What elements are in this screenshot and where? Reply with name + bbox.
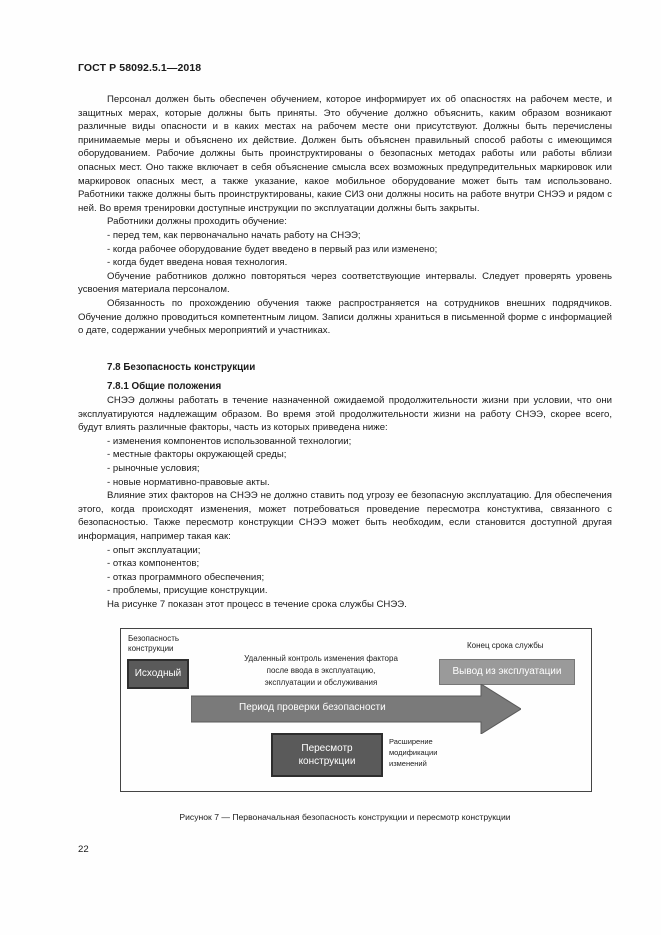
review-line: Пересмотр <box>301 743 353 754</box>
design-review-box <box>271 733 383 777</box>
ext-line: Расширение <box>389 737 433 746</box>
paragraph: Обучение работников должно повторяться через соответствующие интервалы. Следует проверять уровень усвоения материала персоналом. <box>78 270 612 296</box>
paragraph: Обязанность по прохождению обучения также распространяется на сотрудников внешних подрядчиков. Обучение должно проводиться компетентным лицом. Записи должны храниться в письменной форме с информацией о дате, содержании учебных мероприятий и участниках. <box>78 297 612 337</box>
list-item: - новые нормативно-правовые акты. <box>107 476 270 488</box>
safety-label <box>128 634 179 654</box>
decommission-box: Вывод из эксплуатации <box>439 659 575 685</box>
list-item: - опыт эксплуатации; <box>107 544 201 556</box>
section-heading: 7.8 Безопасность конструкции <box>107 362 256 373</box>
list-item: - местные факторы окружающей среды; <box>107 449 287 461</box>
paragraph: СНЭЭ должны работать в течение назначенной ожидаемой продолжительности жизни при условии, что они эксплуатируются надлежащим образом. Во время этой продолжительности жизни на работу СНЭЭ, скорее всего, будут влиять различные факторы, часть из которых приведена ниже: <box>78 395 612 434</box>
figure-7-diagram <box>120 628 592 792</box>
end-of-life-label: Конец срока службы <box>467 641 544 650</box>
list-item: - перед тем, как первоначально начать работу на СНЭЭ; <box>107 229 361 241</box>
list-item: - рыночные условия; <box>107 462 200 474</box>
paragraph: Работники должны проходить обучение: <box>107 216 287 228</box>
training-section <box>78 93 612 338</box>
period-label: Период проверки безопасности <box>239 702 386 713</box>
paragraph: Персонал должен быть обеспечен обучением, которое информирует их об опасностях на рабочем месте, и защитных мерах, которые должны быть приняты. Это обучение должно объяснить, каким образом возникают различные виды опасности и в каких местах на рабочем месте они присутствуют. Должны быть перечислены принимаемые меры и объяснено их действие. Должен быть объяснен правильный способ работы с имеющимся оборудованием. Рабочие должны быть проинструктированы о безопасных методах работы или работы вблизи опасных мест. Оно также включает в себя объяснение смысла всех возможных предупредительных маркировок или маркировок опасных мест, а также указание, какое мобильное оборудование может быть там использовано. Работники также должны быть проинструктированы, какие СИЗ они должны носить на работе внутри СНЭЭ и рядом с ней. Во время тренировки доступные инструкции по эксплуатации должны быть закрыты. <box>78 94 612 214</box>
ext-line: модификации <box>389 748 438 757</box>
note-line: эксплуатации и обслуживания <box>264 678 378 687</box>
review-line: конструкции <box>298 756 356 767</box>
paragraph: Влияние этих факторов на СНЭЭ не должно ставить под угрозу ее безопасную эксплуатацию. Для обеспечения этого, когда происходят изменения, может потребоваться проведение пересмотра констуктива, связанного с безопасностью. Также пересмотр конструкции СНЭЭ может быть необходим, если становится доступной другая информация, например такая как: <box>78 490 612 542</box>
initial-box: Исходный <box>127 659 189 689</box>
note-line: после ввода в эксплуатацию, <box>266 666 376 675</box>
list-item: - проблемы, присущие конструкции. <box>107 585 268 597</box>
safety-label-line: конструкции <box>128 644 174 653</box>
list-item: - отказ компонентов; <box>107 558 200 570</box>
list-item: - изменения компонентов использованной технологии; <box>107 435 352 447</box>
subsection-heading: 7.8.1 Общие положения <box>107 381 222 392</box>
page-number: 22 <box>78 844 89 855</box>
safety-label-line: Безопасность <box>128 634 180 643</box>
list-item: - отказ программного обеспечения; <box>107 571 265 583</box>
design-safety-section <box>78 394 612 612</box>
extension-note <box>389 736 437 769</box>
list-item: - когда рабочее оборудование будет введено в первый раз или изменено; <box>107 243 438 255</box>
standard-header: ГОСТ Р 58092.5.1—2018 <box>78 62 202 74</box>
paragraph: На рисунке 7 показан этот процесс в течение срока службы СНЭЭ. <box>107 598 407 610</box>
note-line: Удаленный контроль изменения фактора <box>244 654 398 663</box>
ext-line: изменений <box>389 759 427 768</box>
list-item: - когда будет введена новая технология. <box>107 257 288 269</box>
figure-caption: Рисунок 7 — Первоначальная безопасность конструкции и пересмотр конструкции <box>179 812 511 822</box>
